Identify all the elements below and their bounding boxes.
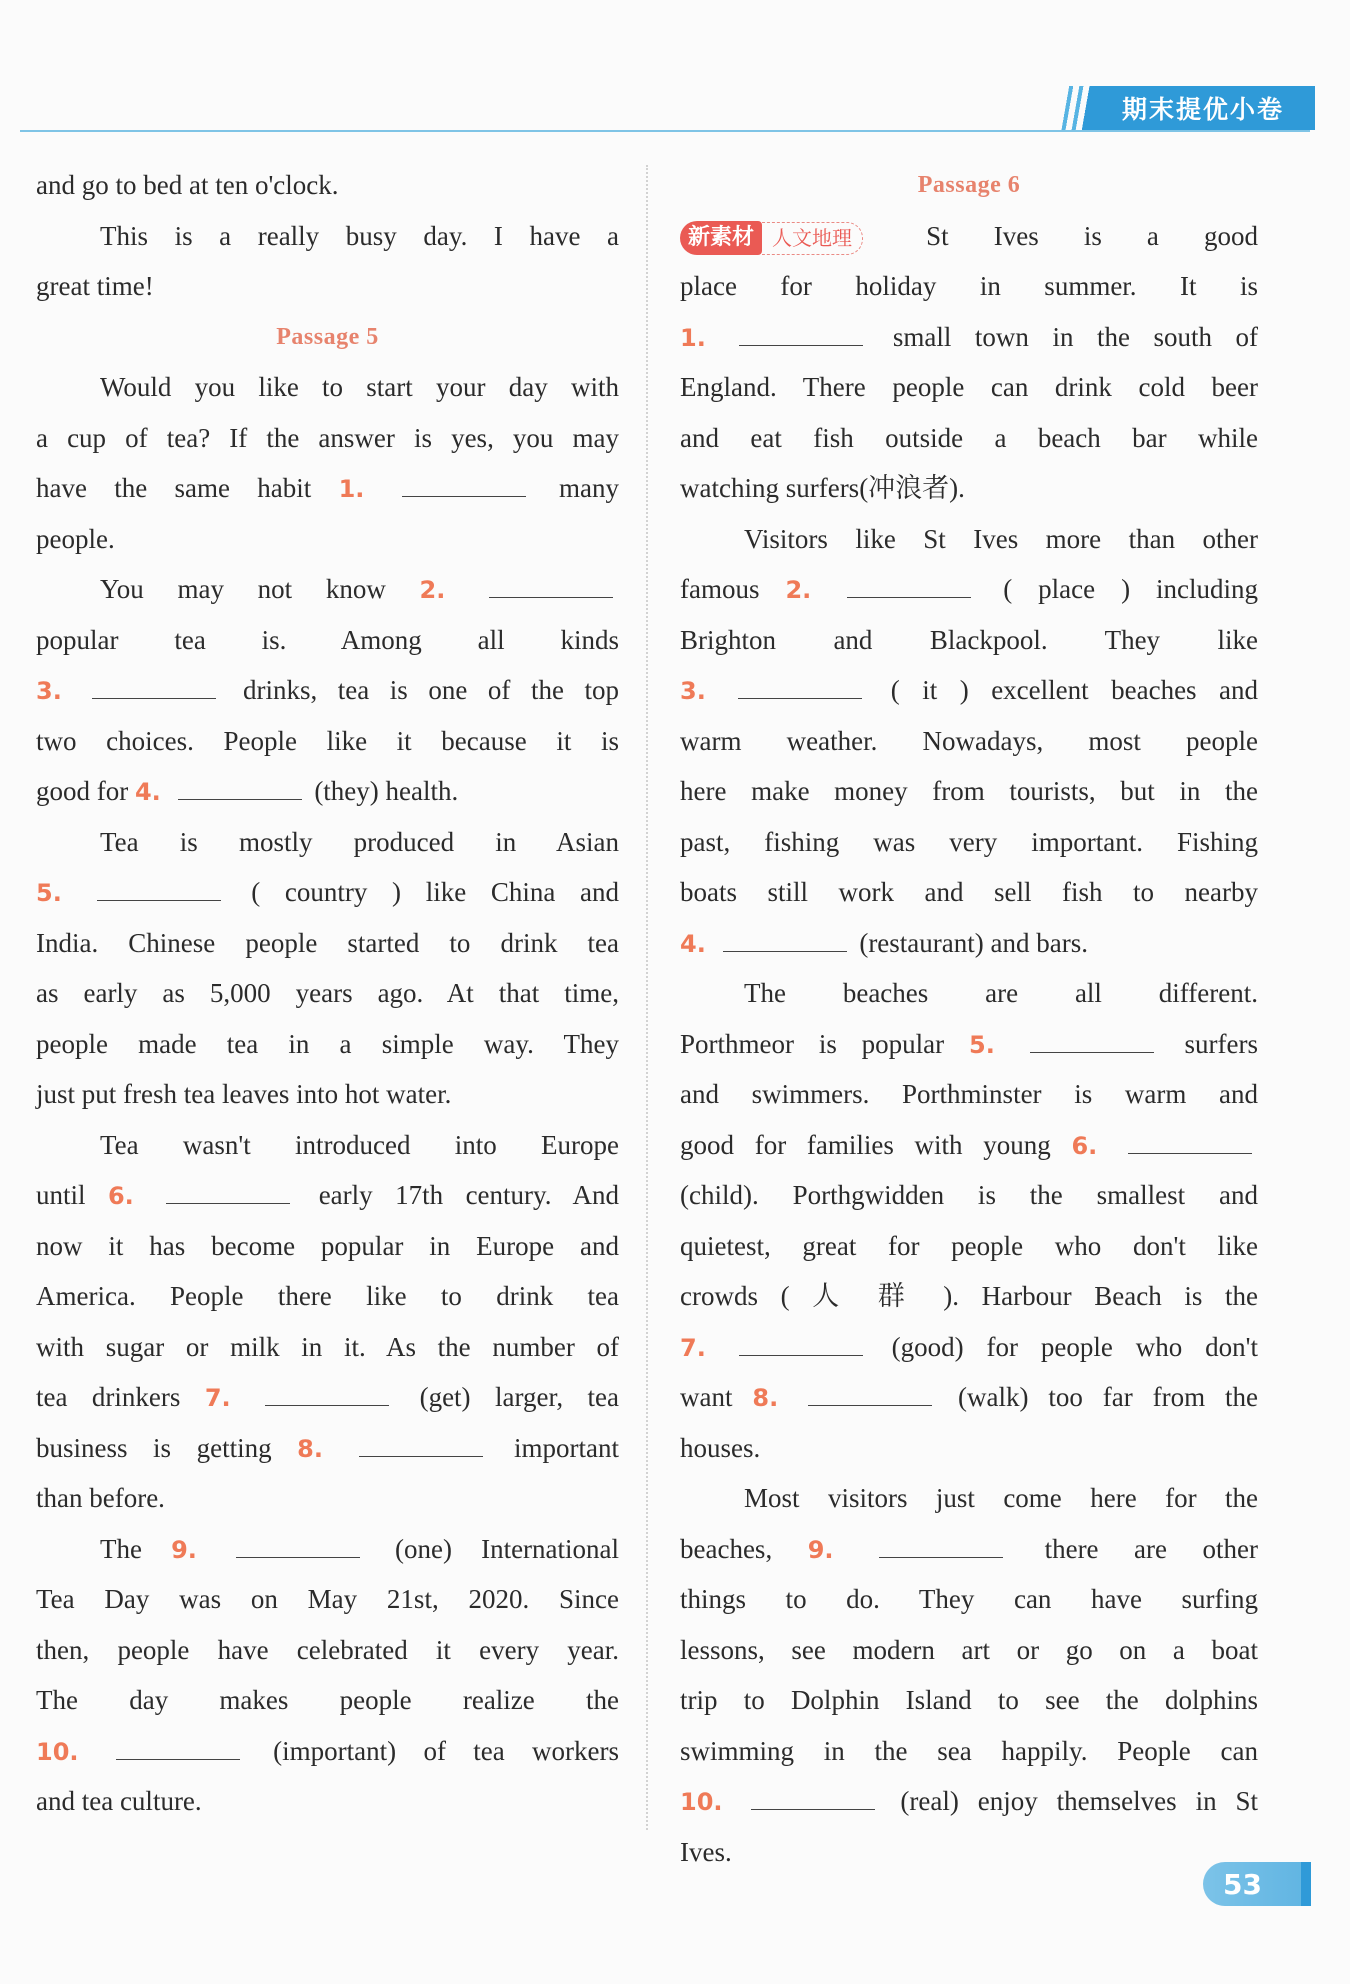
page-number-badge bbox=[1203, 1862, 1311, 1906]
text-line: here make money from tourists, but in the bbox=[680, 776, 1258, 806]
text-line bbox=[36, 1170, 619, 1221]
answer-blank[interactable] bbox=[236, 1531, 360, 1558]
text-line: Ives. bbox=[680, 1836, 732, 1867]
text-line bbox=[680, 918, 1258, 969]
text-line: now it has become popular in Europe and bbox=[36, 1230, 619, 1261]
answer-blank[interactable] bbox=[166, 1177, 290, 1204]
text-line: America. People there like to drink tea bbox=[36, 1281, 619, 1311]
text-line: crowds ( 人 群 ). Harbour Beach is the bbox=[680, 1281, 1258, 1311]
text-line: The day makes people realize the bbox=[36, 1685, 619, 1715]
text-line: two choices. People like it because it is bbox=[36, 725, 619, 756]
text-line: great time! bbox=[36, 271, 154, 301]
text-segment: good for families with young bbox=[680, 1129, 1051, 1160]
text-line bbox=[36, 867, 619, 918]
text-line bbox=[680, 1019, 1258, 1070]
page-number: 53 bbox=[1223, 1867, 1262, 1901]
answer-blank[interactable] bbox=[359, 1430, 483, 1457]
text-line bbox=[36, 463, 619, 514]
text-segment: (real) enjoy themselves in St bbox=[900, 1786, 1259, 1816]
text-line: Tea is mostly produced in Asian bbox=[100, 826, 619, 857]
question-number: 3. bbox=[36, 677, 62, 705]
text-segment: (restaurant) and bars. bbox=[859, 927, 1088, 958]
text-line: with sugar or milk in it. As the number of bbox=[36, 1331, 619, 1362]
text-line: warm weather. Nowadays, most people bbox=[680, 725, 1258, 756]
text-segment: St Ives is a good bbox=[926, 220, 1259, 251]
answer-blank[interactable] bbox=[1128, 1127, 1252, 1154]
question-number: 8. bbox=[752, 1384, 779, 1412]
passage-title: Passage 5 bbox=[276, 323, 379, 350]
text-segment: important bbox=[514, 1432, 620, 1463]
question-number: 6. bbox=[107, 1182, 134, 1210]
text-segment: (important) of tea workers bbox=[273, 1735, 620, 1766]
text-segment: surfers bbox=[1184, 1028, 1258, 1059]
text-segment: business is getting bbox=[36, 1432, 272, 1463]
question-number: 10. bbox=[680, 1788, 723, 1816]
question-number: 9. bbox=[171, 1535, 197, 1564]
text-line: and eat fish outside a beach bar while bbox=[680, 422, 1258, 453]
text-segment: beaches, bbox=[680, 1533, 773, 1564]
text-line bbox=[680, 564, 1258, 615]
text-line: swimming in the sea happily. People can bbox=[680, 1735, 1258, 1766]
badge-label: 新素材 bbox=[680, 221, 762, 255]
answer-blank[interactable] bbox=[402, 470, 526, 497]
text-line: This is a really busy day. I have a bbox=[100, 220, 619, 251]
text-line bbox=[680, 1322, 1258, 1373]
text-line: boats still work and sell fish to nearby bbox=[680, 877, 1258, 907]
text-line bbox=[36, 1423, 619, 1474]
text-line: people made tea in a simple way. They bbox=[36, 1028, 619, 1059]
text-line bbox=[36, 1372, 619, 1423]
answer-blank[interactable] bbox=[178, 773, 302, 800]
answer-blank[interactable] bbox=[808, 1379, 932, 1406]
text-segment: (one) International bbox=[395, 1533, 620, 1564]
question-number: 5. bbox=[36, 879, 62, 907]
text-line bbox=[680, 1372, 1258, 1423]
text-segment: ( place ) including bbox=[1003, 574, 1259, 604]
text-line bbox=[36, 1726, 619, 1777]
text-segment: many bbox=[559, 473, 620, 503]
answer-blank[interactable] bbox=[847, 571, 971, 598]
text-line: than before. bbox=[36, 1483, 165, 1513]
text-line: The beaches are all different. bbox=[744, 978, 1258, 1008]
text-line bbox=[36, 766, 619, 817]
question-number: 9. bbox=[807, 1535, 834, 1564]
answer-blank[interactable] bbox=[92, 672, 216, 699]
text-segment: (they) health. bbox=[314, 776, 459, 806]
answer-blank[interactable] bbox=[116, 1733, 240, 1760]
text-segment: The bbox=[100, 1533, 142, 1564]
text-line bbox=[680, 211, 1258, 262]
text-line: things to do. They can have surfing bbox=[680, 1584, 1258, 1614]
text-line: lessons, see modern art or go on a boat bbox=[680, 1634, 1258, 1665]
header-tab bbox=[1055, 86, 1315, 130]
text-line bbox=[680, 1776, 1258, 1827]
text-segment: ( it ) excellent beaches and bbox=[890, 675, 1259, 705]
question-number: 2. bbox=[419, 576, 446, 604]
text-segment: Porthmeor is popular bbox=[680, 1028, 945, 1059]
text-line bbox=[680, 1120, 1258, 1171]
question-number: 10. bbox=[36, 1737, 79, 1766]
text-line bbox=[36, 665, 619, 716]
text-segment: good for bbox=[36, 776, 129, 806]
column-divider bbox=[646, 165, 648, 1830]
text-line: and tea culture. bbox=[36, 1786, 202, 1816]
answer-blank[interactable] bbox=[723, 925, 847, 952]
question-number: 4. bbox=[680, 929, 706, 958]
question-number: 7. bbox=[204, 1384, 231, 1412]
text-line: and swimmers. Porthminster is warm and bbox=[680, 1079, 1258, 1109]
left-column bbox=[36, 160, 619, 1827]
text-line: Tea Day was on May 21st, 2020. Since bbox=[36, 1584, 619, 1614]
answer-blank[interactable] bbox=[489, 571, 613, 598]
passage-title: Passage 6 bbox=[917, 172, 1021, 198]
question-number: 3. bbox=[680, 677, 706, 705]
text-segment: until bbox=[36, 1180, 86, 1210]
text-segment: You may not know bbox=[100, 574, 386, 604]
text-line: Most visitors just come here for the bbox=[744, 1483, 1258, 1513]
answer-blank[interactable] bbox=[751, 1783, 875, 1810]
text-line: watching surfers(冲浪者). bbox=[680, 473, 965, 503]
text-line bbox=[680, 1524, 1258, 1575]
answer-blank[interactable] bbox=[97, 874, 221, 901]
question-number: 1. bbox=[338, 475, 365, 503]
text-line bbox=[36, 1524, 619, 1575]
text-line: place for holiday in summer. It is bbox=[680, 271, 1258, 301]
text-line: just put fresh tea leaves into hot water. bbox=[36, 1079, 452, 1109]
answer-blank[interactable] bbox=[739, 319, 863, 346]
text-line: quietest, great for people who don't like bbox=[680, 1230, 1258, 1261]
text-line: a cup of tea? If the answer is yes, you may bbox=[36, 422, 619, 453]
text-line bbox=[680, 665, 1258, 716]
text-line: trip to Dolphin Island to see the dolphins bbox=[680, 1685, 1258, 1715]
text-line: Tea wasn't introduced into Europe bbox=[100, 1129, 619, 1160]
text-line: Visitors like St Ives more than other bbox=[744, 523, 1258, 554]
text-segment: ( country ) like China and bbox=[251, 877, 620, 907]
text-segment: small town in the south of bbox=[892, 321, 1259, 352]
question-number: 6. bbox=[1071, 1131, 1098, 1160]
question-number: 8. bbox=[297, 1434, 323, 1463]
text-line: Would you like to start your day with bbox=[100, 372, 619, 402]
text-segment: drinks, tea is one of the top bbox=[242, 675, 619, 705]
text-line bbox=[680, 312, 1258, 363]
question-number: 4. bbox=[134, 778, 161, 806]
answer-blank[interactable] bbox=[879, 1531, 1003, 1558]
text-line: past, fishing was very important. Fishing bbox=[680, 826, 1258, 857]
header-rule bbox=[20, 130, 1310, 132]
text-segment: famous bbox=[680, 574, 760, 604]
text-line: people. bbox=[36, 523, 115, 554]
badge-tag: 人文地理 bbox=[762, 222, 863, 255]
text-line: and go to bed at ten o'clock. bbox=[36, 170, 339, 200]
text-line: as early as 5,000 years ago. At that time, bbox=[36, 978, 619, 1008]
text-line: India. Chinese people started to drink tea bbox=[36, 927, 619, 958]
text-segment: there are other bbox=[1044, 1533, 1258, 1564]
answer-blank[interactable] bbox=[739, 1329, 863, 1356]
answer-blank[interactable] bbox=[1030, 1026, 1154, 1053]
text-segment: (good) for people who don't bbox=[891, 1331, 1259, 1362]
answer-blank[interactable] bbox=[265, 1379, 389, 1406]
text-line: (child). Porthgwidden is the smallest and bbox=[680, 1180, 1258, 1210]
text-segment: have the same habit bbox=[36, 473, 312, 503]
text-segment: tea drinkers bbox=[36, 1382, 181, 1412]
text-segment: (walk) too far from the bbox=[958, 1382, 1259, 1412]
text-line: houses. bbox=[680, 1432, 761, 1463]
text-line bbox=[36, 564, 619, 615]
text-segment: want bbox=[680, 1382, 733, 1412]
text-line: England. There people can drink cold beer bbox=[680, 372, 1258, 402]
text-segment: early 17th century. And bbox=[318, 1180, 619, 1210]
new-material-badge bbox=[680, 221, 863, 255]
question-number: 7. bbox=[680, 1333, 706, 1362]
text-line: Brighton and Blackpool. They like bbox=[680, 624, 1258, 655]
right-column bbox=[680, 160, 1258, 1877]
question-number: 2. bbox=[785, 576, 812, 604]
text-segment: (get) larger, tea bbox=[419, 1382, 620, 1412]
text-line: popular tea is. Among all kinds bbox=[36, 624, 619, 655]
answer-blank[interactable] bbox=[738, 672, 862, 699]
question-number: 1. bbox=[680, 323, 706, 352]
text-line: then, people have celebrated it every year. bbox=[36, 1634, 619, 1665]
header-tab-label: 期末提优小卷 bbox=[1121, 95, 1284, 124]
question-number: 5. bbox=[969, 1030, 995, 1059]
